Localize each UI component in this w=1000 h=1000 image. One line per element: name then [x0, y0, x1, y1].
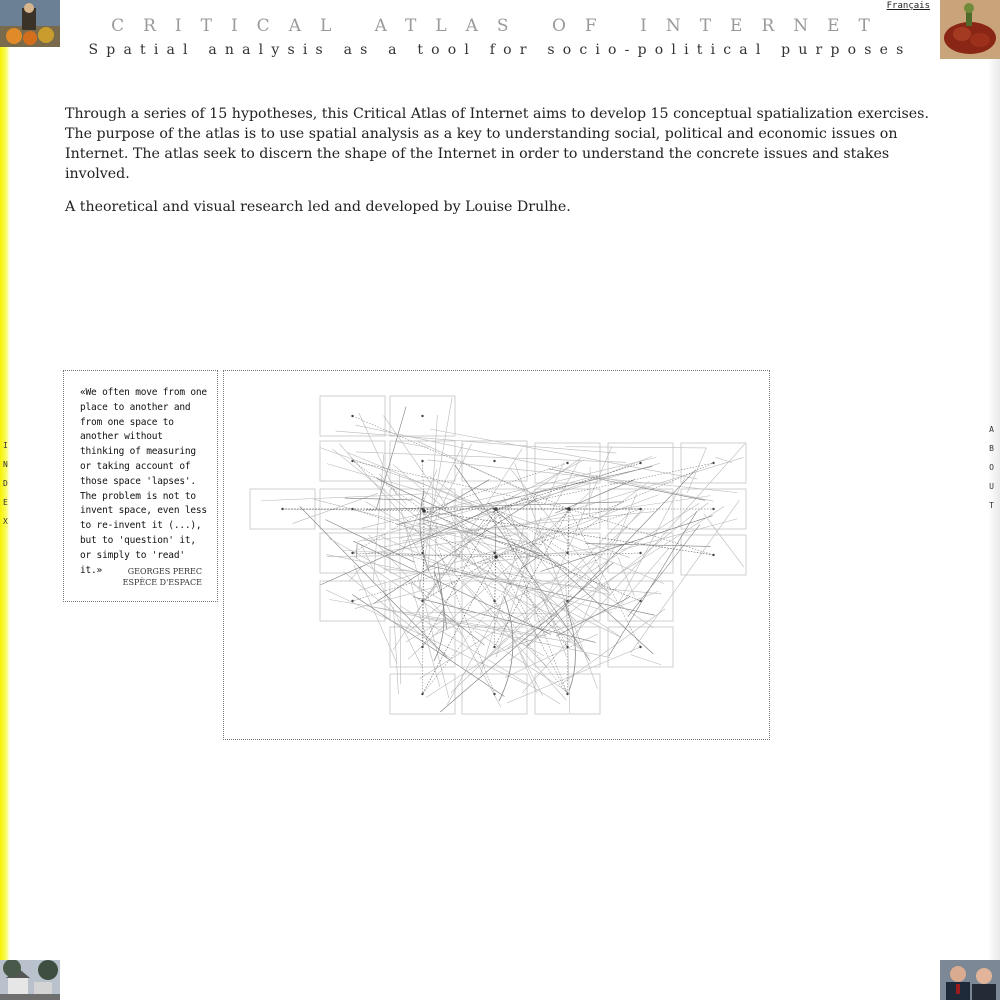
quote-author: GEORGES PEREC [127, 567, 202, 576]
intro-paragraph-1: Through a series of 15 hypotheses, this Critical Atlas of Internet aims to develop 15 conceptual spatialization exercises. The purpose of the atlas is to use spatial analysis as a key to understanding social, political and economic issues on Internet. The atlas seek to discern the shape of the Internet in order to understand the concrete issues and stakes involved. [65, 106, 929, 182]
side-nav-letter: E [3, 498, 8, 507]
intro-paragraph-2: A theoretical and visual research led and developed by Louise Drulhe. [65, 199, 571, 215]
side-nav-letter: D [3, 479, 8, 488]
side-nav-letter: U [989, 482, 994, 491]
side-nav-letter: A [989, 425, 994, 434]
corner-thumbnail-bottom-right[interactable] [940, 960, 1000, 1000]
side-nav-letter: O [989, 463, 994, 472]
site-title: CRITICAL ATLAS OF INTERNET [111, 16, 889, 36]
side-nav-index[interactable] [3, 442, 8, 526]
side-nav-letter: I [3, 441, 8, 450]
quote-text: «We often move from one place to another and from one space to another without thinking of measuring or taking account of those space 'lapses'. The problem is not to invent space, even less to re-invent it (...), but to 'question' it, or simply to 'read' it.» [80, 387, 207, 576]
quote-source: ESPÈCE D'ESPACE [122, 578, 202, 587]
site-subtitle: Spatial analysis as a tool for socio-political purposes [88, 42, 912, 58]
intro-text [65, 104, 945, 230]
atlas-map-illustration[interactable] [223, 370, 770, 740]
side-nav-letter: N [3, 460, 8, 469]
side-nav-letter: T [989, 501, 994, 510]
quote-attribution [123, 566, 202, 588]
language-switch-link[interactable]: Français [886, 1, 930, 11]
side-nav-letter: X [3, 517, 8, 526]
side-nav-letter: B [989, 444, 994, 453]
side-nav-about[interactable] [989, 426, 994, 510]
atlas-network-graphic [224, 371, 771, 741]
corner-thumbnail-bottom-left[interactable] [0, 960, 60, 1000]
quote-box [63, 370, 218, 602]
